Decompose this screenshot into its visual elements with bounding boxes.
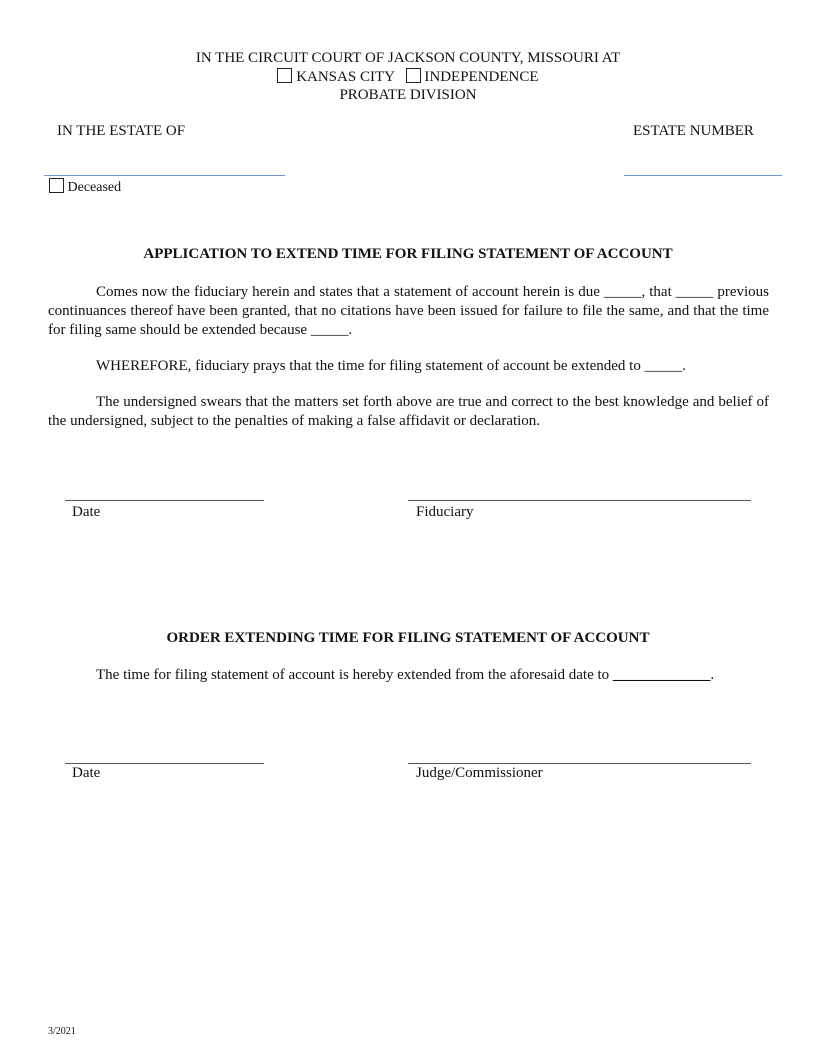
division-heading: PROBATE DIVISION bbox=[339, 87, 477, 103]
order-end-punct: . bbox=[710, 667, 715, 683]
order-text: The time for filing statement of account is hereby extended from the aforesaid date to bbox=[96, 667, 610, 683]
application-paragraph-2: WHEREFORE, fiduciary prays that the time for filing statement of account be extended to _____. bbox=[96, 358, 686, 374]
order-title: ORDER EXTENDING TIME FOR FILING STATEMENT OF ACCOUNT bbox=[166, 630, 650, 646]
court-heading: IN THE CIRCUIT COURT OF JACKSON COUNTY, MISSOURI AT bbox=[195, 50, 621, 66]
deceased-checkbox[interactable] bbox=[49, 178, 64, 193]
order-date-line[interactable] bbox=[65, 763, 264, 764]
application-paragraph-1: Comes now the fiduciary herein and states that a statement of account herein is due _____, that _____ previous continuances thereof have been granted, that no citations have been issued for failure to file the same, and that the time for filing same should be extended because _____. bbox=[48, 284, 769, 338]
estate-number-underline bbox=[624, 175, 782, 176]
deceased-row bbox=[49, 178, 121, 196]
estate-name-field[interactable] bbox=[44, 156, 284, 174]
application-date-line[interactable] bbox=[65, 500, 264, 501]
application-paragraph-3: The undersigned swears that the matters set forth above are true and correct to the best knowledge and belief of the undersigned, subject to the penalties of making a false affidavit or declaration. bbox=[48, 394, 769, 429]
estate-number-field[interactable] bbox=[624, 156, 781, 174]
estate-of-label: IN THE ESTATE OF bbox=[57, 123, 186, 139]
judge-signature-line[interactable] bbox=[408, 763, 751, 764]
deceased-label: Deceased bbox=[67, 180, 122, 195]
kansas-city-checkbox[interactable] bbox=[277, 68, 292, 83]
location-options bbox=[0, 68, 816, 86]
independence-label: INDEPENDENCE bbox=[424, 69, 539, 85]
application-date-label: Date bbox=[72, 504, 101, 520]
estate-number-label: ESTATE NUMBER bbox=[633, 123, 754, 139]
order-date-label: Date bbox=[72, 765, 101, 781]
fiduciary-label: Fiduciary bbox=[416, 504, 474, 520]
kansas-city-label: KANSAS CITY bbox=[296, 69, 395, 85]
independence-checkbox[interactable] bbox=[406, 68, 421, 83]
fiduciary-signature-line[interactable] bbox=[408, 500, 751, 501]
revision-date: 3/2021 bbox=[48, 1026, 76, 1037]
order-paragraph bbox=[96, 667, 714, 684]
order-date-blank[interactable]: _____________ bbox=[612, 667, 711, 683]
application-title: APPLICATION TO EXTEND TIME FOR FILING STATEMENT OF ACCOUNT bbox=[143, 246, 673, 262]
estate-name-underline bbox=[44, 175, 285, 176]
judge-label: Judge/Commissioner bbox=[416, 765, 543, 781]
